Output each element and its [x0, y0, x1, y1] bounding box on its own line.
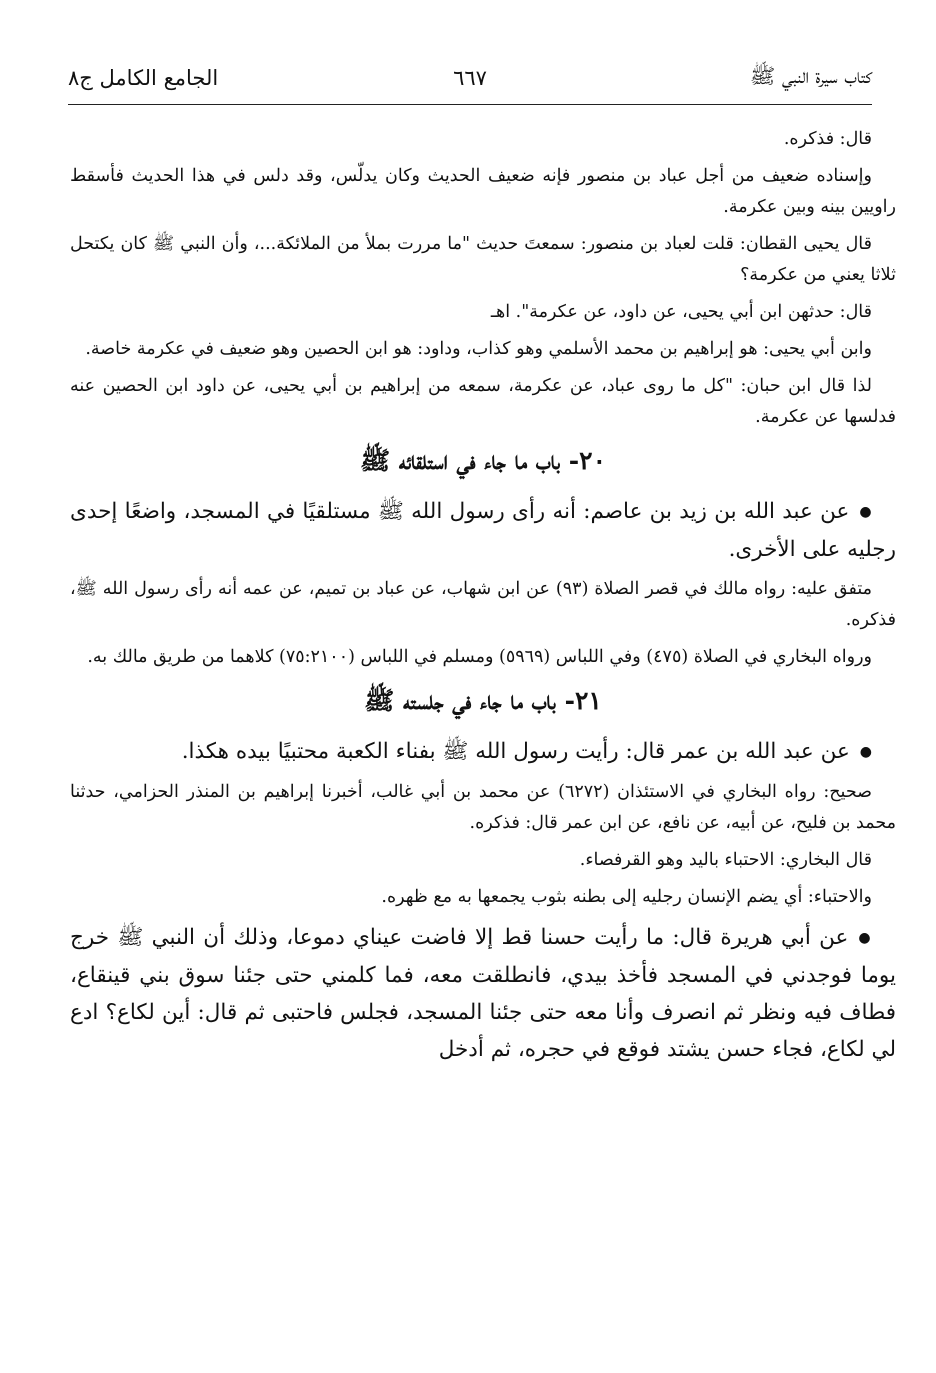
chapter-heading: ٢٠- باب ما جاء في استلقائه ﷺ — [359, 446, 607, 475]
paragraph: لذا قال ابن حبان: "كل ما روى عباد، عن عكرمة، سمعه من إبراهيم بن أبي يحيى، عن داود ابن الحصين عنه فدلسها عن عكرمة. — [70, 376, 896, 427]
hadith-body: عن أبي هريرة قال: ما رأيت حسنا قط إلا فاضت عيناي دموعا، وذلك أن النبي ﷺ خرج يوما فوجدني في المسجد فأخذ بيدي، فانطلقت معه، فما كلمني حتى جئنا سوق بني قينقاع، فطاف فيه ونظر ثم انصرف وأنا معه حتى جئنا المسجد، فجلس فاحتبى ثم قال: أين لكاع؟ ادع لي لكاع، فجاء حسن يشتد فوقع في حجره، ثم أدخل — [70, 925, 896, 1062]
page-number: ٦٦٧ — [453, 66, 487, 90]
hadith-text — [70, 493, 896, 568]
hadith-text — [70, 919, 896, 1068]
hadith-body: عن عبد الله بن زيد بن عاصم: أنه رأى رسول الله ﷺ مستلقيًا في المسجد، واضعًا إحدى رجليه على الأخرى. — [70, 499, 896, 562]
header-rule — [68, 104, 872, 105]
paragraph: قال: فذكره. — [783, 129, 872, 149]
paragraph: وابن أبي يحيى: هو إبراهيم بن محمد الأسلمي وهو كذاب، وداود: هو ابن الحصين وهو ضعيف في عكرمة خاصة. — [85, 339, 872, 359]
paragraph: قال يحيى القطان: قلت لعباد بن منصور: سمعتَ حديث "ما مررت بملأ من الملائكة...، وأن النبي ﷺ كان يكتحل ثلاثا يعني من عكرمة؟ — [70, 234, 896, 285]
bullet-icon: ● — [859, 744, 872, 760]
paragraph: قال: حدثهن ابن أبي يحيى، عن داود، عن عكرمة". اهـ — [490, 302, 872, 322]
takhrij-note: صحيح: رواه البخاري في الاستئذان (٦٢٧٢) عن محمد بن أبي غالب، أخبرنا إبراهيم بن المنذر الحزامي، حدثنا محمد بن فليح، عن أبيه، عن نافع، عن ابن عمر قال: فذكره. — [70, 782, 896, 833]
running-header — [68, 58, 872, 98]
page-body — [70, 124, 896, 1068]
hadith-body: عن عبد الله بن عمر قال: رأيت رسول الله ﷺ بفناء الكعبة محتبيًا بيده هكذا. — [181, 739, 850, 764]
takhrij-note: قال البخاري: الاحتباء باليد وهو القرفصاء. — [579, 850, 872, 870]
header-volume-title: الجامع الكامل ج٨ — [68, 66, 219, 90]
takhrij-note: متفق عليه: رواه مالك في قصر الصلاة (٩٣) عن ابن شهاب، عن عباد بن تميم، عن عمه أنه رأى رسول الله ﷺ، فذكره. — [70, 579, 896, 630]
header-book-title: كتاب سيرة النبي ﷺ — [749, 63, 872, 88]
chapter-heading: ٢١- باب ما جاء في جلسته ﷺ — [364, 686, 602, 715]
paragraph: وإسناده ضعيف من أجل عباد بن منصور فإنه ضعيف الحديث وكان يدلّس، وقد دلس في هذا الحديث فأسقط راويين بينه وبين عكرمة. — [70, 166, 896, 217]
takhrij-note: والاحتباء: أي يضم الإنسان رجليه إلى بطنه بثوب يجمعها به مع ظهره. — [381, 887, 872, 907]
bullet-icon: ● — [859, 504, 872, 520]
hadith-text — [70, 733, 896, 771]
bullet-icon: ● — [858, 930, 872, 946]
takhrij-note: ورواه البخاري في الصلاة (٤٧٥) وفي اللباس (٥٩٦٩) ومسلم في اللباس (٧٥:٢١٠٠) كلاهما من طريق مالك به. — [87, 647, 872, 667]
